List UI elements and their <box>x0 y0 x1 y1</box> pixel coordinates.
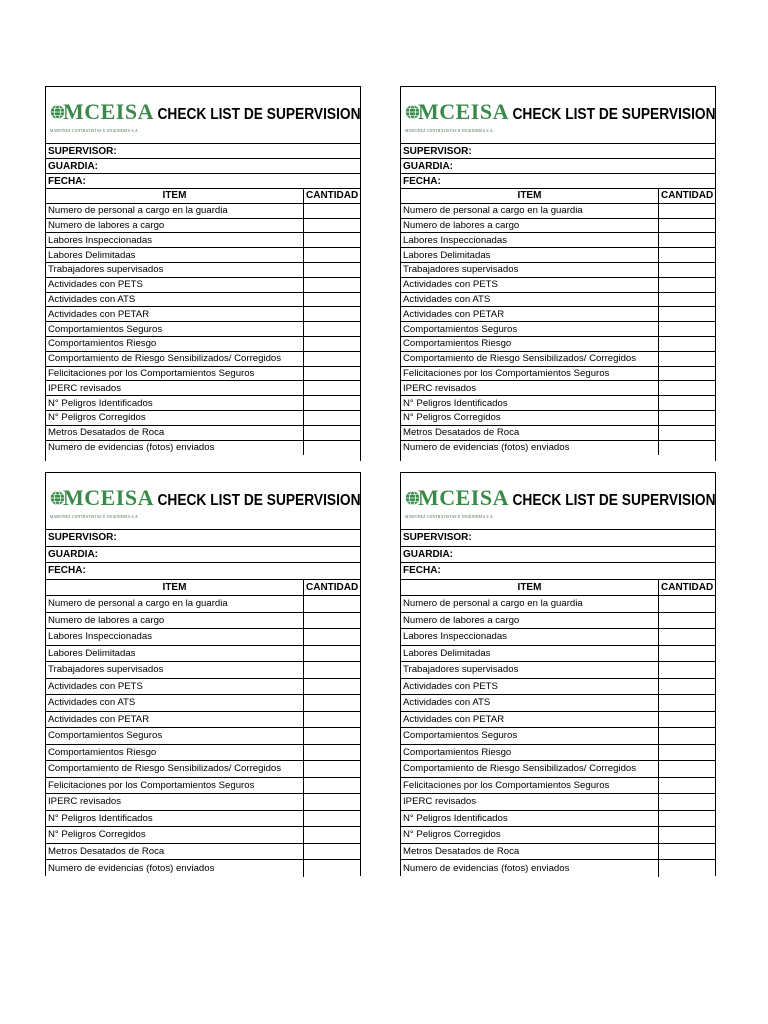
item-label: Actividades con ATS <box>46 695 304 711</box>
supervisor-field[interactable]: SUPERVISOR: <box>401 530 715 547</box>
column-header-item: ITEM <box>46 189 304 203</box>
fecha-field[interactable]: FECHA: <box>46 174 360 189</box>
table-row <box>46 219 360 234</box>
table-header <box>401 580 715 597</box>
item-label: Actividades con ATS <box>401 293 659 307</box>
table-row <box>46 646 360 663</box>
table-row <box>46 794 360 811</box>
table-row <box>46 337 360 352</box>
cantidad-cell[interactable] <box>659 322 715 336</box>
logo-subtitle: MARTINEZ CONTRATISTAS E INGENIERIA S.A. <box>50 129 140 133</box>
cantidad-cell[interactable] <box>659 307 715 321</box>
cantidad-cell[interactable] <box>304 219 360 233</box>
item-label: Labores Delimitadas <box>46 646 304 662</box>
item-label: N° Peligros Corregidos <box>46 827 304 843</box>
table-row <box>46 629 360 646</box>
table-row <box>46 441 360 456</box>
item-label: Comportamientos Seguros <box>46 322 304 336</box>
item-label: Numero de personal a cargo en la guardia <box>46 596 304 612</box>
cantidad-cell[interactable] <box>304 712 360 728</box>
logo-subtitle: MARTINEZ CONTRATISTAS E INGENIERIA S.A. <box>50 515 140 519</box>
table-row <box>46 367 360 382</box>
cantidad-cell[interactable] <box>659 728 715 744</box>
item-label: Trabajadores supervisados <box>46 662 304 678</box>
cantidad-cell[interactable] <box>659 441 715 456</box>
cantidad-cell[interactable] <box>304 695 360 711</box>
guardia-field[interactable]: GUARDIA: <box>401 159 715 174</box>
table-row <box>46 233 360 248</box>
cantidad-cell[interactable] <box>304 381 360 395</box>
fecha-field[interactable]: FECHA: <box>401 563 715 580</box>
cantidad-cell[interactable] <box>659 367 715 381</box>
item-label: Numero de labores a cargo <box>401 219 659 233</box>
item-label: Comportamiento de Riesgo Sensibilizados/ Corregidos <box>46 761 304 777</box>
table-row <box>401 844 715 861</box>
cantidad-cell[interactable] <box>304 322 360 336</box>
cantidad-cell[interactable] <box>659 794 715 810</box>
table-row <box>46 827 360 844</box>
table-row <box>46 679 360 696</box>
item-label: Actividades con PETS <box>401 278 659 292</box>
item-label: N° Peligros Identificados <box>46 396 304 410</box>
item-label: Labores Inspeccionadas <box>401 233 659 247</box>
checklist-form-top-left <box>45 86 361 461</box>
table-row <box>401 778 715 795</box>
item-label: Numero de evidencias (fotos) enviados <box>46 860 304 877</box>
guardia-field[interactable]: GUARDIA: <box>46 547 360 564</box>
table-row <box>46 662 360 679</box>
cantidad-cell[interactable] <box>304 411 360 425</box>
cantidad-cell[interactable] <box>304 860 360 877</box>
cantidad-cell[interactable] <box>659 278 715 292</box>
cantidad-cell[interactable] <box>304 629 360 645</box>
cantidad-cell[interactable] <box>304 679 360 695</box>
column-header-item: ITEM <box>401 580 659 596</box>
item-label: Comportamiento de Riesgo Sensibilizados/ Corregidos <box>401 352 659 366</box>
supervisor-field[interactable]: SUPERVISOR: <box>46 144 360 159</box>
item-label: Numero de evidencias (fotos) enviados <box>401 441 659 456</box>
cantidad-cell[interactable] <box>304 811 360 827</box>
table-row <box>401 679 715 696</box>
table-row <box>46 596 360 613</box>
item-label: Comportamiento de Riesgo Sensibilizados/ Corregidos <box>401 761 659 777</box>
item-label: Actividades con PETS <box>401 679 659 695</box>
form-title: CHECK LIST DE SUPERVISION <box>512 492 716 509</box>
cantidad-cell[interactable] <box>304 367 360 381</box>
cantidad-cell[interactable] <box>659 263 715 277</box>
column-header-cantidad: CANTIDAD <box>661 581 714 593</box>
guardia-field[interactable]: GUARDIA: <box>46 159 360 174</box>
item-label: Metros Desatados de Roca <box>46 844 304 860</box>
company-logo <box>46 87 154 143</box>
cantidad-cell[interactable] <box>304 233 360 247</box>
item-label: Felicitaciones por los Comportamientos Seguros <box>46 778 304 794</box>
fecha-field[interactable]: FECHA: <box>46 563 360 580</box>
cantidad-cell[interactable] <box>304 778 360 794</box>
cantidad-cell[interactable] <box>304 794 360 810</box>
table-row <box>401 441 715 456</box>
item-label: IPERC revisados <box>46 381 304 395</box>
table-row <box>46 728 360 745</box>
column-header-item: ITEM <box>46 580 304 596</box>
table-row <box>401 662 715 679</box>
table-row <box>401 794 715 811</box>
item-label: Comportamientos Seguros <box>401 322 659 336</box>
item-label: IPERC revisados <box>401 794 659 810</box>
item-label: Labores Delimitadas <box>46 248 304 262</box>
logo-wordmark: MCEISA <box>62 99 154 124</box>
item-label: Labores Delimitadas <box>401 248 659 262</box>
table-row <box>401 337 715 352</box>
item-label: Trabajadores supervisados <box>46 263 304 277</box>
supervisor-field[interactable]: SUPERVISOR: <box>46 530 360 547</box>
item-label: N° Peligros Corregidos <box>46 411 304 425</box>
table-row <box>401 278 715 293</box>
table-row <box>401 646 715 663</box>
item-label: Comportamiento de Riesgo Sensibilizados/ Corregidos <box>46 352 304 366</box>
form-title: CHECK LIST DE SUPERVISION <box>157 106 361 123</box>
cantidad-cell[interactable] <box>659 844 715 860</box>
cantidad-cell[interactable] <box>304 441 360 456</box>
cantidad-cell[interactable] <box>304 596 360 612</box>
table-row <box>401 396 715 411</box>
item-label: N° Peligros Corregidos <box>401 827 659 843</box>
cantidad-cell[interactable] <box>659 860 715 877</box>
table-row <box>46 381 360 396</box>
cantidad-cell[interactable] <box>304 761 360 777</box>
checklist-rows <box>401 204 715 456</box>
table-row <box>46 844 360 861</box>
cantidad-cell[interactable] <box>304 396 360 410</box>
item-label: N° Peligros Corregidos <box>401 411 659 425</box>
cantidad-cell[interactable] <box>659 811 715 827</box>
item-label: Comportamientos Riesgo <box>401 745 659 761</box>
cantidad-cell[interactable] <box>659 248 715 262</box>
item-label: Numero de evidencias (fotos) enviados <box>46 441 304 456</box>
table-row <box>401 293 715 308</box>
table-row <box>46 396 360 411</box>
item-label: Numero de personal a cargo en la guardia <box>401 596 659 612</box>
company-logo <box>401 87 509 143</box>
cantidad-cell[interactable] <box>304 728 360 744</box>
item-label: Felicitaciones por los Comportamientos Seguros <box>401 367 659 381</box>
item-label: Metros Desatados de Roca <box>46 426 304 440</box>
table-row <box>46 613 360 630</box>
supervisor-field[interactable]: SUPERVISOR: <box>401 144 715 159</box>
cantidad-cell[interactable] <box>659 411 715 425</box>
form-header <box>46 473 360 530</box>
table-row <box>401 233 715 248</box>
table-row <box>401 860 715 877</box>
item-label: Numero de labores a cargo <box>46 613 304 629</box>
logo-subtitle: MARTINEZ CONTRATISTAS E INGENIERIA S.A. <box>405 515 495 519</box>
form-header <box>401 87 715 144</box>
fecha-field[interactable]: FECHA: <box>401 174 715 189</box>
table-row <box>401 613 715 630</box>
cantidad-cell[interactable] <box>659 629 715 645</box>
item-label: Numero de evidencias (fotos) enviados <box>401 860 659 877</box>
item-label: Actividades con PETS <box>46 278 304 292</box>
table-row <box>46 322 360 337</box>
cantidad-cell[interactable] <box>659 646 715 662</box>
table-row <box>401 426 715 441</box>
table-row <box>46 263 360 278</box>
checklist-form-bottom-right <box>400 472 716 876</box>
table-row <box>46 248 360 263</box>
table-row <box>46 352 360 367</box>
table-row <box>401 411 715 426</box>
item-label: Labores Inspeccionadas <box>401 629 659 645</box>
form-header <box>401 473 715 530</box>
column-header-cantidad: CANTIDAD <box>306 581 359 593</box>
logo-wordmark: MCEISA <box>417 99 509 124</box>
table-row <box>401 204 715 219</box>
item-label: Actividades con PETS <box>46 679 304 695</box>
cantidad-cell[interactable] <box>304 745 360 761</box>
cantidad-cell[interactable] <box>304 263 360 277</box>
table-row <box>401 263 715 278</box>
table-header <box>401 189 715 204</box>
item-label: Comportamientos Riesgo <box>46 337 304 351</box>
table-row <box>401 307 715 322</box>
item-label: Actividades con PETAR <box>46 307 304 321</box>
form-title: CHECK LIST DE SUPERVISION <box>157 492 361 509</box>
table-row <box>46 411 360 426</box>
form-header <box>46 87 360 144</box>
checklist-rows <box>401 596 715 877</box>
cantidad-cell[interactable] <box>304 278 360 292</box>
logo-wordmark: MCEISA <box>62 485 154 510</box>
cantidad-cell[interactable] <box>659 337 715 351</box>
checklist-form-bottom-left <box>45 472 361 876</box>
cantidad-cell[interactable] <box>659 233 715 247</box>
table-row <box>46 745 360 762</box>
table-row <box>401 381 715 396</box>
table-header <box>46 189 360 204</box>
cantidad-cell[interactable] <box>304 307 360 321</box>
cantidad-cell[interactable] <box>304 248 360 262</box>
checklist-rows <box>46 596 360 877</box>
item-label: Actividades con ATS <box>46 293 304 307</box>
table-row <box>401 827 715 844</box>
company-logo <box>401 473 509 529</box>
cantidad-cell[interactable] <box>304 204 360 218</box>
item-label: Labores Delimitadas <box>401 646 659 662</box>
item-label: Trabajadores supervisados <box>401 662 659 678</box>
table-row <box>46 695 360 712</box>
column-header-cantidad: CANTIDAD <box>661 190 714 202</box>
table-row <box>401 745 715 762</box>
cantidad-cell[interactable] <box>659 761 715 777</box>
item-label: Numero de labores a cargo <box>46 219 304 233</box>
item-label: IPERC revisados <box>401 381 659 395</box>
cantidad-cell[interactable] <box>659 426 715 440</box>
logo-wordmark: MCEISA <box>417 485 509 510</box>
item-label: Felicitaciones por los Comportamientos Seguros <box>46 367 304 381</box>
cantidad-cell[interactable] <box>659 679 715 695</box>
cantidad-cell[interactable] <box>304 613 360 629</box>
cantidad-cell[interactable] <box>304 844 360 860</box>
item-label: Numero de personal a cargo en la guardia <box>46 204 304 218</box>
table-row <box>401 322 715 337</box>
item-label: Felicitaciones por los Comportamientos Seguros <box>401 778 659 794</box>
table-row <box>401 712 715 729</box>
cantidad-cell[interactable] <box>659 293 715 307</box>
guardia-field[interactable]: GUARDIA: <box>401 547 715 564</box>
table-row <box>401 761 715 778</box>
checklist-rows <box>46 204 360 456</box>
cantidad-cell[interactable] <box>304 662 360 678</box>
item-label: Actividades con PETAR <box>401 307 659 321</box>
checklist-form-top-right <box>400 86 716 461</box>
column-header-cantidad: CANTIDAD <box>306 190 359 202</box>
table-row <box>401 352 715 367</box>
item-label: N° Peligros Identificados <box>46 811 304 827</box>
table-row <box>46 712 360 729</box>
cantidad-cell[interactable] <box>659 695 715 711</box>
item-label: Labores Inspeccionadas <box>46 629 304 645</box>
cantidad-cell[interactable] <box>659 745 715 761</box>
cantidad-cell[interactable] <box>659 662 715 678</box>
form-title: CHECK LIST DE SUPERVISION <box>512 106 716 123</box>
item-label: Actividades con PETAR <box>46 712 304 728</box>
item-label: Actividades con ATS <box>401 695 659 711</box>
cantidad-cell[interactable] <box>659 596 715 612</box>
item-label: Labores Inspeccionadas <box>46 233 304 247</box>
item-label: IPERC revisados <box>46 794 304 810</box>
table-row <box>401 629 715 646</box>
cantidad-cell[interactable] <box>659 219 715 233</box>
cantidad-cell[interactable] <box>659 396 715 410</box>
cantidad-cell[interactable] <box>659 352 715 366</box>
cantidad-cell[interactable] <box>304 337 360 351</box>
cantidad-cell[interactable] <box>659 613 715 629</box>
cantidad-cell[interactable] <box>659 778 715 794</box>
table-row <box>401 728 715 745</box>
item-label: Comportamientos Seguros <box>401 728 659 744</box>
table-header <box>46 580 360 597</box>
table-row <box>401 248 715 263</box>
table-row <box>46 307 360 322</box>
table-row <box>46 860 360 877</box>
table-row <box>401 811 715 828</box>
item-label: Metros Desatados de Roca <box>401 844 659 860</box>
table-row <box>46 426 360 441</box>
table-row <box>401 695 715 712</box>
cantidad-cell[interactable] <box>304 827 360 843</box>
item-label: Comportamientos Riesgo <box>46 745 304 761</box>
table-row <box>46 761 360 778</box>
table-row <box>46 204 360 219</box>
column-header-item: ITEM <box>401 189 659 203</box>
table-row <box>46 278 360 293</box>
cantidad-cell[interactable] <box>304 293 360 307</box>
cantidad-cell[interactable] <box>304 352 360 366</box>
table-row <box>401 367 715 382</box>
table-row <box>46 811 360 828</box>
item-label: Comportamientos Seguros <box>46 728 304 744</box>
item-label: Numero de labores a cargo <box>401 613 659 629</box>
table-row <box>46 778 360 795</box>
item-label: Metros Desatados de Roca <box>401 426 659 440</box>
cantidad-cell[interactable] <box>659 712 715 728</box>
cantidad-cell[interactable] <box>659 827 715 843</box>
table-row <box>401 596 715 613</box>
table-row <box>46 293 360 308</box>
item-label: N° Peligros Identificados <box>401 811 659 827</box>
cantidad-cell[interactable] <box>659 204 715 218</box>
logo-subtitle: MARTINEZ CONTRATISTAS E INGENIERIA S.A. <box>405 129 495 133</box>
item-label: Actividades con PETAR <box>401 712 659 728</box>
cantidad-cell[interactable] <box>659 381 715 395</box>
company-logo <box>46 473 154 529</box>
table-row <box>401 219 715 234</box>
cantidad-cell[interactable] <box>304 426 360 440</box>
cantidad-cell[interactable] <box>304 646 360 662</box>
item-label: Numero de personal a cargo en la guardia <box>401 204 659 218</box>
item-label: Comportamientos Riesgo <box>401 337 659 351</box>
item-label: N° Peligros Identificados <box>401 396 659 410</box>
item-label: Trabajadores supervisados <box>401 263 659 277</box>
